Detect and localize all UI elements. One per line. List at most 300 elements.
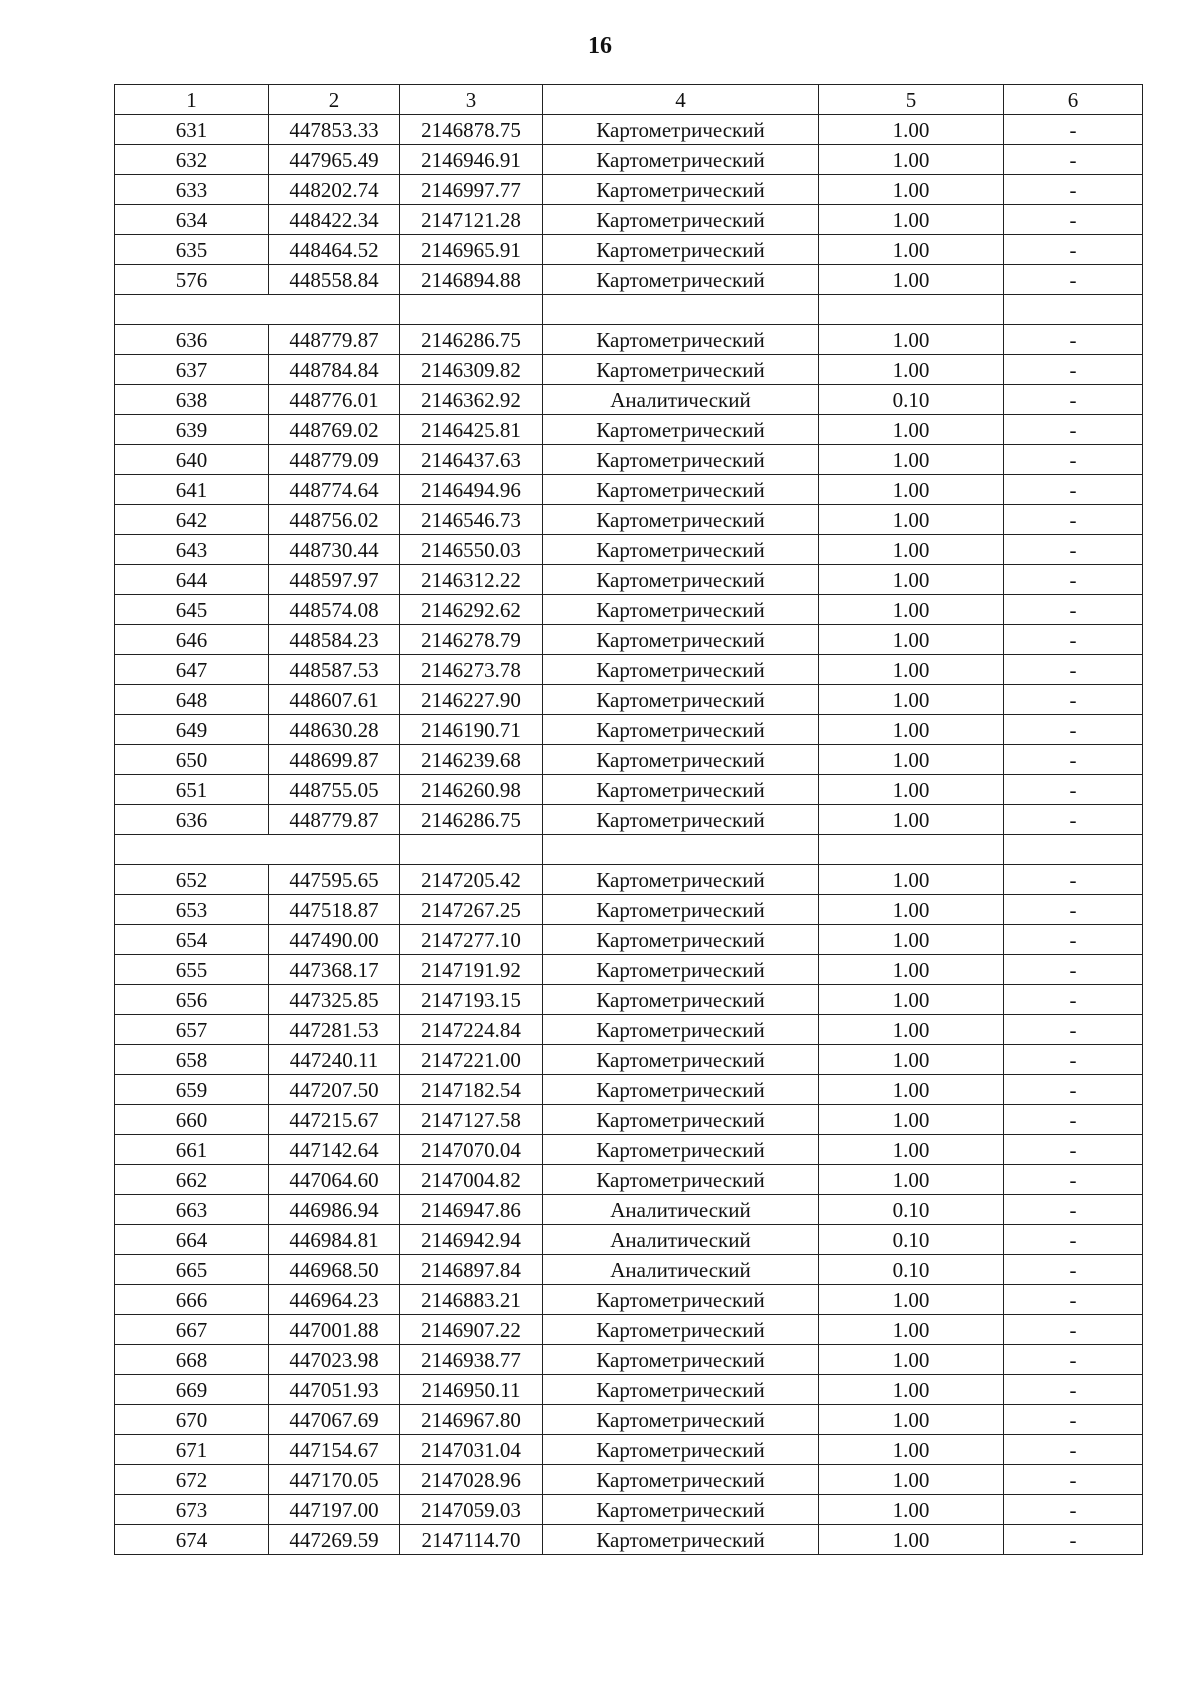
note-cell: - (1004, 115, 1143, 145)
method-cell: Картометрический (543, 1135, 819, 1165)
x-coordinate-cell: 447142.64 (269, 1135, 400, 1165)
method-cell: Картометрический (543, 505, 819, 535)
table-row (115, 1375, 1143, 1405)
method-cell: Картометрический (543, 1045, 819, 1075)
x-coordinate-cell: 447001.88 (269, 1315, 400, 1345)
accuracy-cell: 1.00 (819, 505, 1004, 535)
x-coordinate-cell: 448779.87 (269, 325, 400, 355)
point-number-cell: 655 (115, 955, 269, 985)
table-row (115, 1135, 1143, 1165)
note-cell: - (1004, 535, 1143, 565)
table-row (115, 1255, 1143, 1285)
point-number-cell: 642 (115, 505, 269, 535)
note-cell: - (1004, 865, 1143, 895)
note-cell: - (1004, 1525, 1143, 1555)
note-cell: - (1004, 175, 1143, 205)
x-coordinate-cell: 447170.05 (269, 1465, 400, 1495)
y-coordinate-cell: 2146950.11 (400, 1375, 543, 1405)
column-header: 1 (115, 85, 269, 115)
accuracy-cell: 1.00 (819, 1315, 1004, 1345)
x-coordinate-cell: 447595.65 (269, 865, 400, 895)
method-cell: Картометрический (543, 895, 819, 925)
column-header: 5 (819, 85, 1004, 115)
x-coordinate-cell: 446986.94 (269, 1195, 400, 1225)
method-cell: Картометрический (543, 145, 819, 175)
table-row (115, 565, 1143, 595)
x-coordinate-cell: 448779.87 (269, 805, 400, 835)
accuracy-cell: 1.00 (819, 865, 1004, 895)
method-cell: Картометрический (543, 415, 819, 445)
point-number-cell: 576 (115, 265, 269, 295)
y-coordinate-cell: 2146425.81 (400, 415, 543, 445)
point-number-cell: 663 (115, 1195, 269, 1225)
y-coordinate-cell: 2146894.88 (400, 265, 543, 295)
table-row (115, 655, 1143, 685)
separator-row (115, 295, 1143, 325)
x-coordinate-cell: 447325.85 (269, 985, 400, 1015)
note-cell: - (1004, 445, 1143, 475)
y-coordinate-cell: 2147224.84 (400, 1015, 543, 1045)
y-coordinate-cell: 2147059.03 (400, 1495, 543, 1525)
point-number-cell: 652 (115, 865, 269, 895)
method-cell: Картометрический (543, 1465, 819, 1495)
method-cell: Картометрический (543, 1405, 819, 1435)
note-cell: - (1004, 1165, 1143, 1195)
method-cell: Картометрический (543, 715, 819, 745)
note-cell: - (1004, 1015, 1143, 1045)
table-row (115, 985, 1143, 1015)
method-cell: Аналитический (543, 1195, 819, 1225)
column-header: 4 (543, 85, 819, 115)
accuracy-cell: 1.00 (819, 805, 1004, 835)
method-cell: Картометрический (543, 1495, 819, 1525)
x-coordinate-cell: 448202.74 (269, 175, 400, 205)
accuracy-cell: 1.00 (819, 1165, 1004, 1195)
method-cell: Картометрический (543, 925, 819, 955)
accuracy-cell: 1.00 (819, 595, 1004, 625)
point-number-cell: 660 (115, 1105, 269, 1135)
point-number-cell: 669 (115, 1375, 269, 1405)
method-cell: Картометрический (543, 805, 819, 835)
x-coordinate-cell: 448769.02 (269, 415, 400, 445)
y-coordinate-cell: 2146362.92 (400, 385, 543, 415)
column-header: 6 (1004, 85, 1143, 115)
table-row (115, 955, 1143, 985)
method-cell: Картометрический (543, 1435, 819, 1465)
x-coordinate-cell: 447368.17 (269, 955, 400, 985)
table-row (115, 805, 1143, 835)
y-coordinate-cell (400, 835, 543, 865)
note-cell: - (1004, 685, 1143, 715)
point-number-cell: 672 (115, 1465, 269, 1495)
y-coordinate-cell: 2147028.96 (400, 1465, 543, 1495)
y-coordinate-cell: 2146878.75 (400, 115, 543, 145)
point-number-cell: 658 (115, 1045, 269, 1075)
coordinates-table (114, 84, 1143, 1555)
table-row (115, 235, 1143, 265)
method-cell: Картометрический (543, 1015, 819, 1045)
point-number-cell: 643 (115, 535, 269, 565)
table-row (115, 115, 1143, 145)
note-cell: - (1004, 1315, 1143, 1345)
point-number-cell (115, 835, 269, 865)
point-number-cell: 665 (115, 1255, 269, 1285)
accuracy-cell: 1.00 (819, 1405, 1004, 1435)
note-cell: - (1004, 895, 1143, 925)
point-number-cell: 637 (115, 355, 269, 385)
accuracy-cell: 1.00 (819, 745, 1004, 775)
table-row (115, 715, 1143, 745)
table-row (115, 1015, 1143, 1045)
column-header: 3 (400, 85, 543, 115)
y-coordinate-cell: 2147121.28 (400, 205, 543, 235)
point-number-cell: 644 (115, 565, 269, 595)
accuracy-cell: 1.00 (819, 715, 1004, 745)
accuracy-cell: 1.00 (819, 1345, 1004, 1375)
y-coordinate-cell: 2147114.70 (400, 1525, 543, 1555)
accuracy-cell: 1.00 (819, 685, 1004, 715)
method-cell (543, 295, 819, 325)
y-coordinate-cell: 2146947.86 (400, 1195, 543, 1225)
method-cell: Картометрический (543, 1075, 819, 1105)
point-number-cell: 673 (115, 1495, 269, 1525)
x-coordinate-cell: 447965.49 (269, 145, 400, 175)
x-coordinate-cell: 448584.23 (269, 625, 400, 655)
x-coordinate-cell: 448464.52 (269, 235, 400, 265)
point-number-cell: 674 (115, 1525, 269, 1555)
x-coordinate-cell: 447269.59 (269, 1525, 400, 1555)
note-cell: - (1004, 1495, 1143, 1525)
x-coordinate-cell: 447197.00 (269, 1495, 400, 1525)
y-coordinate-cell: 2146273.78 (400, 655, 543, 685)
table-row (115, 745, 1143, 775)
y-coordinate-cell: 2146965.91 (400, 235, 543, 265)
note-cell: - (1004, 1045, 1143, 1075)
table-row (115, 1045, 1143, 1075)
y-coordinate-cell: 2146309.82 (400, 355, 543, 385)
x-coordinate-cell: 448558.84 (269, 265, 400, 295)
y-coordinate-cell: 2146883.21 (400, 1285, 543, 1315)
x-coordinate-cell: 448755.05 (269, 775, 400, 805)
accuracy-cell: 1.00 (819, 355, 1004, 385)
table-row (115, 175, 1143, 205)
table-row (115, 625, 1143, 655)
table-row (115, 865, 1143, 895)
accuracy-cell: 1.00 (819, 955, 1004, 985)
point-number-cell: 649 (115, 715, 269, 745)
accuracy-cell: 1.00 (819, 475, 1004, 505)
y-coordinate-cell: 2146437.63 (400, 445, 543, 475)
table-row (115, 895, 1143, 925)
method-cell: Картометрический (543, 775, 819, 805)
y-coordinate-cell: 2146278.79 (400, 625, 543, 655)
point-number-cell: 650 (115, 745, 269, 775)
accuracy-cell: 1.00 (819, 895, 1004, 925)
x-coordinate-cell: 448774.64 (269, 475, 400, 505)
y-coordinate-cell: 2146550.03 (400, 535, 543, 565)
x-coordinate-cell: 448630.28 (269, 715, 400, 745)
note-cell: - (1004, 1435, 1143, 1465)
y-coordinate-cell: 2147267.25 (400, 895, 543, 925)
table-row (115, 145, 1143, 175)
note-cell: - (1004, 1075, 1143, 1105)
table-row (115, 535, 1143, 565)
y-coordinate-cell: 2147205.42 (400, 865, 543, 895)
method-cell: Картометрический (543, 595, 819, 625)
y-coordinate-cell: 2146292.62 (400, 595, 543, 625)
y-coordinate-cell: 2147221.00 (400, 1045, 543, 1075)
table-row (115, 1225, 1143, 1255)
accuracy-cell: 1.00 (819, 145, 1004, 175)
point-number-cell: 631 (115, 115, 269, 145)
accuracy-cell: 1.00 (819, 775, 1004, 805)
table-row (115, 925, 1143, 955)
x-coordinate-cell: 447154.67 (269, 1435, 400, 1465)
point-number-cell: 646 (115, 625, 269, 655)
point-number-cell: 653 (115, 895, 269, 925)
note-cell: - (1004, 745, 1143, 775)
table-row (115, 1315, 1143, 1345)
point-number-cell: 635 (115, 235, 269, 265)
point-number-cell: 633 (115, 175, 269, 205)
accuracy-cell: 1.00 (819, 535, 1004, 565)
point-number-cell: 659 (115, 1075, 269, 1105)
table-row (115, 325, 1143, 355)
point-number-cell: 671 (115, 1435, 269, 1465)
method-cell: Картометрический (543, 445, 819, 475)
accuracy-cell: 1.00 (819, 925, 1004, 955)
method-cell: Картометрический (543, 1285, 819, 1315)
accuracy-cell: 1.00 (819, 1285, 1004, 1315)
method-cell: Аналитический (543, 385, 819, 415)
point-number-cell: 645 (115, 595, 269, 625)
method-cell: Картометрический (543, 1525, 819, 1555)
note-cell (1004, 295, 1143, 325)
note-cell: - (1004, 1255, 1143, 1285)
note-cell (1004, 835, 1143, 865)
accuracy-cell: 1.00 (819, 625, 1004, 655)
y-coordinate-cell: 2147191.92 (400, 955, 543, 985)
point-number-cell: 636 (115, 325, 269, 355)
y-coordinate-cell (400, 295, 543, 325)
accuracy-cell: 1.00 (819, 445, 1004, 475)
y-coordinate-cell: 2146190.71 (400, 715, 543, 745)
point-number-cell: 647 (115, 655, 269, 685)
note-cell: - (1004, 265, 1143, 295)
y-coordinate-cell: 2147070.04 (400, 1135, 543, 1165)
accuracy-cell: 1.00 (819, 1495, 1004, 1525)
table-row (115, 1105, 1143, 1135)
method-cell: Аналитический (543, 1255, 819, 1285)
y-coordinate-cell: 2147182.54 (400, 1075, 543, 1105)
method-cell: Картометрический (543, 1315, 819, 1345)
point-number-cell: 662 (115, 1165, 269, 1195)
note-cell: - (1004, 955, 1143, 985)
table-row (115, 1525, 1143, 1555)
method-cell: Картометрический (543, 1375, 819, 1405)
method-cell: Картометрический (543, 565, 819, 595)
method-cell: Картометрический (543, 535, 819, 565)
table-row (115, 1435, 1143, 1465)
accuracy-cell: 1.00 (819, 1105, 1004, 1135)
point-number-cell: 641 (115, 475, 269, 505)
y-coordinate-cell: 2146312.22 (400, 565, 543, 595)
y-coordinate-cell: 2147193.15 (400, 985, 543, 1015)
note-cell: - (1004, 715, 1143, 745)
y-coordinate-cell: 2146286.75 (400, 325, 543, 355)
x-coordinate-cell: 448597.97 (269, 565, 400, 595)
x-coordinate-cell: 447281.53 (269, 1015, 400, 1045)
x-coordinate-cell: 447853.33 (269, 115, 400, 145)
x-coordinate-cell: 448779.09 (269, 445, 400, 475)
accuracy-cell: 0.10 (819, 385, 1004, 415)
y-coordinate-cell: 2147277.10 (400, 925, 543, 955)
point-number-cell (115, 295, 269, 325)
note-cell: - (1004, 1285, 1143, 1315)
table-row (115, 505, 1143, 535)
table-body (115, 115, 1143, 1555)
method-cell: Картометрический (543, 235, 819, 265)
accuracy-cell: 1.00 (819, 235, 1004, 265)
y-coordinate-cell: 2146967.80 (400, 1405, 543, 1435)
accuracy-cell: 0.10 (819, 1255, 1004, 1285)
point-number-cell: 657 (115, 1015, 269, 1045)
point-number-cell: 651 (115, 775, 269, 805)
note-cell: - (1004, 355, 1143, 385)
note-cell: - (1004, 1405, 1143, 1435)
table-row (115, 1405, 1143, 1435)
method-cell (543, 835, 819, 865)
note-cell: - (1004, 475, 1143, 505)
x-coordinate-cell: 447490.00 (269, 925, 400, 955)
table-row (115, 475, 1143, 505)
table-row (115, 445, 1143, 475)
table-row (115, 1345, 1143, 1375)
note-cell: - (1004, 385, 1143, 415)
point-number-cell: 639 (115, 415, 269, 445)
y-coordinate-cell: 2146907.22 (400, 1315, 543, 1345)
x-coordinate-cell: 448784.84 (269, 355, 400, 385)
accuracy-cell: 1.00 (819, 1525, 1004, 1555)
x-coordinate-cell: 448730.44 (269, 535, 400, 565)
note-cell: - (1004, 1135, 1143, 1165)
x-coordinate-cell: 446968.50 (269, 1255, 400, 1285)
method-cell: Картометрический (543, 205, 819, 235)
table-row (115, 685, 1143, 715)
x-coordinate-cell: 448756.02 (269, 505, 400, 535)
method-cell: Картометрический (543, 355, 819, 385)
table-row (115, 1195, 1143, 1225)
method-cell: Картометрический (543, 955, 819, 985)
x-coordinate-cell: 447064.60 (269, 1165, 400, 1195)
y-coordinate-cell: 2146938.77 (400, 1345, 543, 1375)
accuracy-cell (819, 835, 1004, 865)
note-cell: - (1004, 205, 1143, 235)
table-row (115, 355, 1143, 385)
table-row (115, 205, 1143, 235)
y-coordinate-cell: 2146494.96 (400, 475, 543, 505)
note-cell: - (1004, 625, 1143, 655)
note-cell: - (1004, 985, 1143, 1015)
y-coordinate-cell: 2147031.04 (400, 1435, 543, 1465)
method-cell: Картометрический (543, 115, 819, 145)
y-coordinate-cell: 2146286.75 (400, 805, 543, 835)
note-cell: - (1004, 1345, 1143, 1375)
y-coordinate-cell: 2147127.58 (400, 1105, 543, 1135)
y-coordinate-cell: 2146227.90 (400, 685, 543, 715)
note-cell: - (1004, 595, 1143, 625)
accuracy-cell: 1.00 (819, 1435, 1004, 1465)
accuracy-cell: 1.00 (819, 205, 1004, 235)
y-coordinate-cell: 2147004.82 (400, 1165, 543, 1195)
note-cell: - (1004, 1195, 1143, 1225)
table-header-row (115, 85, 1143, 115)
x-coordinate-cell: 448574.08 (269, 595, 400, 625)
x-coordinate-cell: 447240.11 (269, 1045, 400, 1075)
note-cell: - (1004, 805, 1143, 835)
accuracy-cell (819, 295, 1004, 325)
note-cell: - (1004, 235, 1143, 265)
method-cell: Картометрический (543, 1345, 819, 1375)
x-coordinate-cell: 448587.53 (269, 655, 400, 685)
note-cell: - (1004, 505, 1143, 535)
accuracy-cell: 1.00 (819, 115, 1004, 145)
method-cell: Картометрический (543, 1105, 819, 1135)
note-cell: - (1004, 655, 1143, 685)
table-row (115, 1465, 1143, 1495)
x-coordinate-cell: 446964.23 (269, 1285, 400, 1315)
table-row (115, 595, 1143, 625)
method-cell: Картометрический (543, 1165, 819, 1195)
table-row (115, 1075, 1143, 1105)
note-cell: - (1004, 925, 1143, 955)
accuracy-cell: 1.00 (819, 265, 1004, 295)
y-coordinate-cell: 2146260.98 (400, 775, 543, 805)
method-cell: Картометрический (543, 685, 819, 715)
method-cell: Картометрический (543, 175, 819, 205)
y-coordinate-cell: 2146997.77 (400, 175, 543, 205)
note-cell: - (1004, 145, 1143, 175)
method-cell: Аналитический (543, 1225, 819, 1255)
note-cell: - (1004, 415, 1143, 445)
method-cell: Картометрический (543, 985, 819, 1015)
table-row (115, 1165, 1143, 1195)
x-coordinate-cell (269, 295, 400, 325)
table-row (115, 265, 1143, 295)
point-number-cell: 648 (115, 685, 269, 715)
accuracy-cell: 1.00 (819, 985, 1004, 1015)
point-number-cell: 656 (115, 985, 269, 1015)
accuracy-cell: 1.00 (819, 1135, 1004, 1165)
x-coordinate-cell: 448607.61 (269, 685, 400, 715)
y-coordinate-cell: 2146546.73 (400, 505, 543, 535)
x-coordinate-cell: 447518.87 (269, 895, 400, 925)
table-row (115, 1495, 1143, 1525)
y-coordinate-cell: 2146897.84 (400, 1255, 543, 1285)
x-coordinate-cell: 447051.93 (269, 1375, 400, 1405)
point-number-cell: 661 (115, 1135, 269, 1165)
method-cell: Картометрический (543, 325, 819, 355)
note-cell: - (1004, 1465, 1143, 1495)
accuracy-cell: 1.00 (819, 1075, 1004, 1105)
x-coordinate-cell: 447207.50 (269, 1075, 400, 1105)
point-number-cell: 632 (115, 145, 269, 175)
point-number-cell: 666 (115, 1285, 269, 1315)
point-number-cell: 667 (115, 1315, 269, 1345)
accuracy-cell: 1.00 (819, 325, 1004, 355)
accuracy-cell: 1.00 (819, 415, 1004, 445)
method-cell: Картометрический (543, 625, 819, 655)
